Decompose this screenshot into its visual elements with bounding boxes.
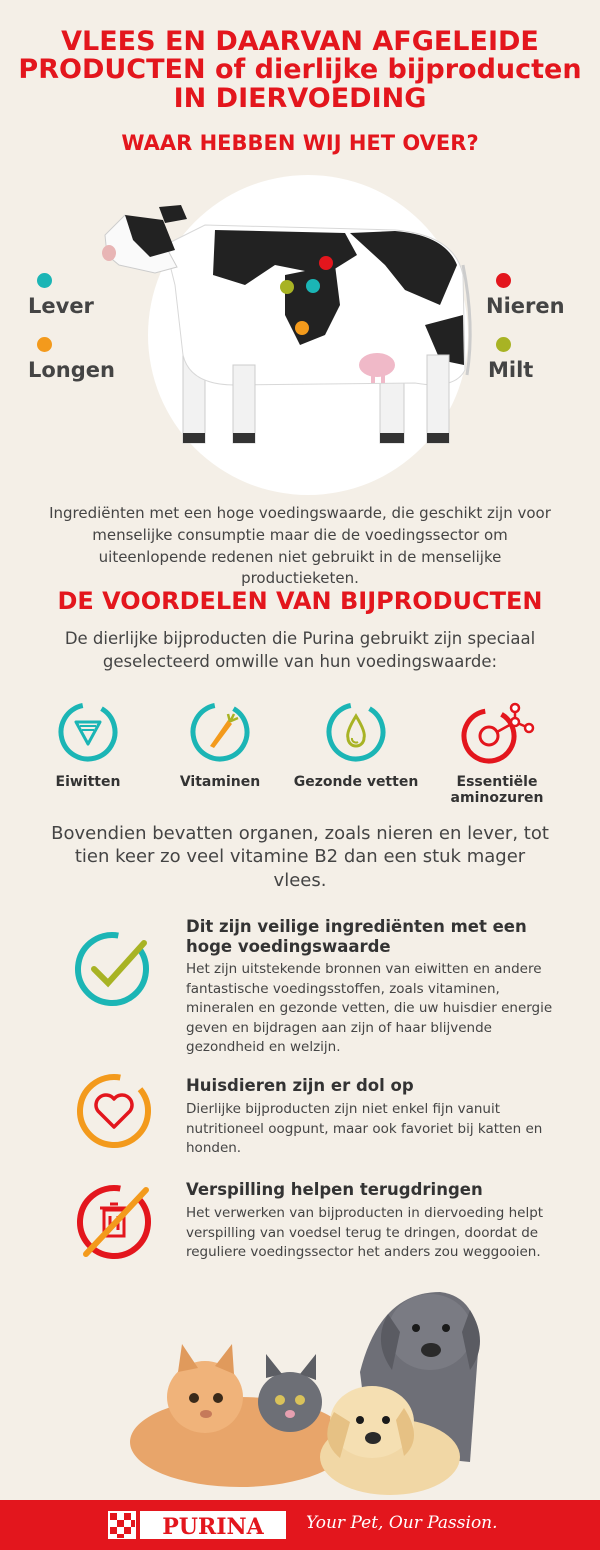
footer-bar (0, 1500, 600, 1550)
carrot-icon (188, 700, 252, 764)
pets-photo (0, 1262, 600, 1500)
benefit-label: Eiwitten (55, 774, 121, 790)
milt-dot (496, 337, 511, 352)
title-line-2: PRODUCTEN of dierlijke bijproducten (18, 54, 582, 86)
purina-logo (108, 1508, 288, 1542)
longen-dot (37, 337, 52, 352)
feature-body: Dierlijke bijproducten zijn niet enkel fijn vanuit nutritioneel oogpunt, maar ook favoriet bij katten en honden. (186, 1101, 543, 1157)
oil-drop-icon (324, 700, 388, 764)
benefit-eiwitten (23, 700, 153, 790)
molecule-icon (457, 700, 537, 764)
organ-label-milt: Milt (488, 358, 534, 382)
benefit-label: Essentiële aminozuren (450, 774, 544, 807)
page-subtitle: WAAR HEBBEN WIJ HET OVER? (121, 131, 479, 155)
title-line-3: IN DIERVOEDING (173, 82, 427, 114)
byproduct-definition: Ingrediënten met een hoge voedingswaarde, die geschikt zijn voor menselijke consumptie maar die de voedingssector om uiteenlopende redenen niet gebruikt in de menselijke productieketen. (49, 504, 551, 588)
page-title (0, 28, 600, 113)
organ-label-lever: Lever (28, 294, 94, 318)
slogan: Your Pet, Our Passion. (306, 1513, 498, 1533)
organ-label-longen: Longen (28, 358, 115, 382)
benefit-label: Gezonde vetten (293, 774, 419, 790)
lever-dot (37, 273, 52, 288)
organ-label-nieren: Nieren (486, 294, 565, 318)
heart-icon (72, 1069, 156, 1153)
no-waste-bin-icon (72, 1180, 156, 1264)
title-line-1: VLEES EN DAARVAN AFGELEIDE (61, 26, 539, 57)
benefit-gezonde-vetten (291, 700, 421, 790)
benefit-label: Vitaminen (179, 774, 261, 790)
feature-title: Dit zijn veilige ingrediënten met een hoge voedingswaarde (186, 917, 527, 956)
feature-title: Verspilling helpen terugdringen (186, 1180, 483, 1199)
feature-body: Het zijn uitstekende bronnen van eiwitten en andere fantastische voedingsstoffen, zoals vitaminen, mineralen en gezonde vetten, die uw huisdier energie geven en bijdragen aan zijn of haar blijvende gezondheid en welzijn. (186, 961, 553, 1056)
benefit-vitaminen (155, 700, 285, 790)
nieren-dot (496, 273, 511, 288)
benefits-intro: De dierlijke bijproducten die Purina gebruikt zijn speciaal geselecteerd omwille van hun voedingswaarde: (64, 629, 536, 672)
purina-wordmark: PURINA (162, 1514, 264, 1540)
benefits-heading: DE VOORDELEN VAN BIJPRODUCTEN (57, 587, 543, 615)
feature-body: Het verwerken van bijproducten in diervoeding helpt verspilling van voedsel terug te dringen, doordat de reguliere voedingssector het anders zou weggooien. (186, 1205, 544, 1261)
feature-title: Huisdieren zijn er dol op (186, 1076, 414, 1095)
benefit-aminozuren (432, 700, 562, 806)
checkmark-icon (72, 925, 156, 1009)
vitamin-b2-fact: Bovendien bevatten organen, zoals nieren en lever, tot tien keer zo veel vitamine B2 dan een stuk mager vlees. (51, 823, 549, 891)
protein-icon (56, 700, 120, 764)
cow-illustration (95, 195, 495, 455)
